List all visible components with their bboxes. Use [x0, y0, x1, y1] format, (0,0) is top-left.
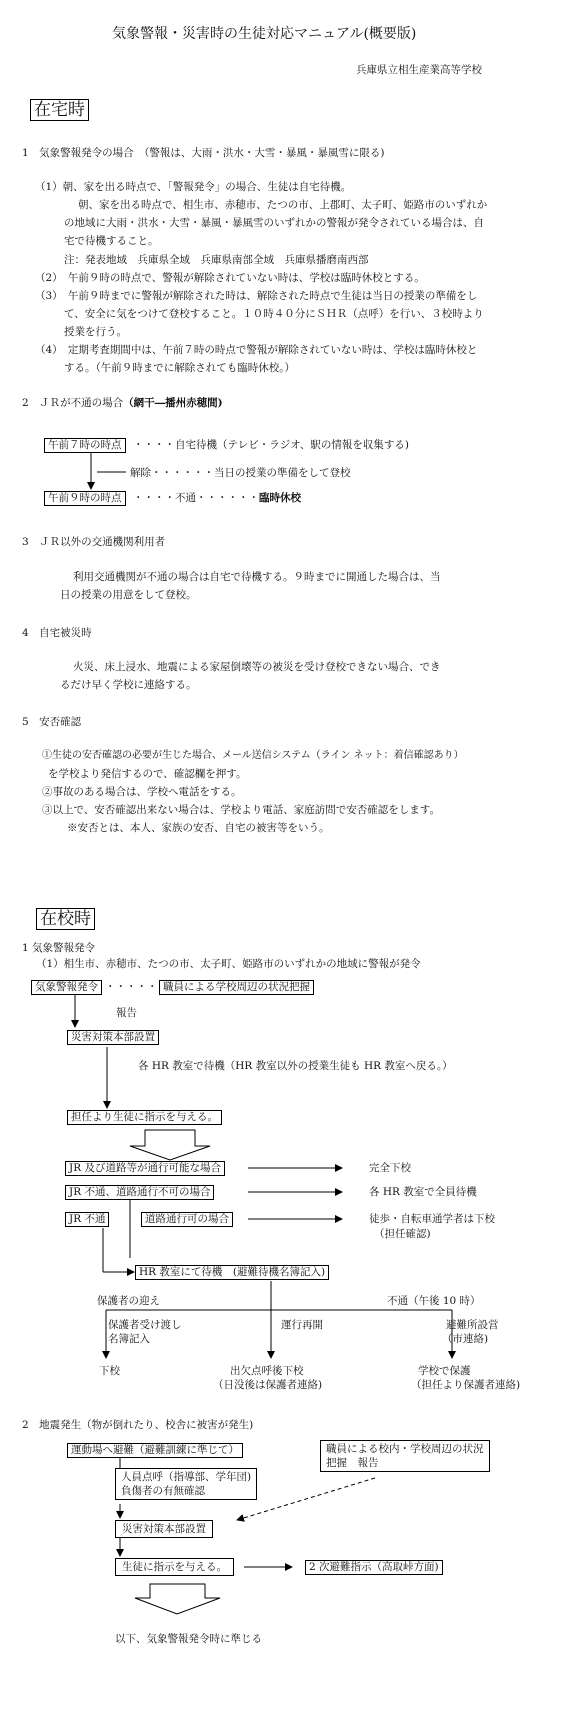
result-leave: 完全下校 [369, 1162, 411, 1174]
home-s5-title: 5 安否確認 [22, 716, 82, 728]
box-disaster-hq: 災害対策本部設置 [67, 1030, 159, 1045]
box-alarm: 気象警報発令 [31, 980, 102, 995]
box-staff-report [320, 1440, 490, 1472]
home-s2-row1: ・・・・自宅待機（テレビ・ラジオ、駅の情報を収集する) [133, 439, 409, 451]
box-staff-report-line: 把握 報告 [326, 1457, 379, 1469]
box-roll-call-line: 負傷者の有無確認 [121, 1485, 205, 1497]
shelter-note: （市連絡) [442, 1333, 489, 1345]
school-s2-footer: 以下、気象警報発令時に準じる [115, 1633, 262, 1645]
home-s1-item1-head: （1）朝、家を出る時点で、「警報発令」の場合、生徒は自宅待機。 [35, 181, 352, 193]
home-s1-item3-line: （3） 午前９時までに警報が解除された時は、解除された時点で生徒は当日の授業の準備をし [35, 290, 478, 302]
end-rollcall-note: （日没後は保護者連絡) [213, 1379, 323, 1391]
pickup-label: 保護者の迎え [97, 1295, 160, 1307]
box-disaster-hq-2: 災害対策本部設置 [115, 1520, 213, 1538]
dots: ・・・・・ [105, 981, 158, 993]
home-s5-line: ①生徒の安否確認の必要が生じた場合、メール送信システム（ライン ネット：着信確認あり） [42, 750, 464, 761]
home-s1-title: 1 気象警報発令の場合 （警報は、大雨・洪水・大雪・暴風・暴風雪に限る) [22, 147, 385, 159]
home-s1-item2: （2） 午前９時の時点で、警報が解除されていない時は、学校は臨時休校とする。 [35, 272, 425, 284]
roster-label: 名簿記入 [108, 1333, 150, 1345]
result-walk-bike-note: （担任確認) [374, 1228, 431, 1240]
home-s1-item1-line: の地域に大雨・洪水・大雪・暴風・暴風雪のいずれかの警報が発令されている場合は、自 [64, 217, 484, 229]
box-9am: 午前９時の時点 [44, 491, 126, 506]
end-leave: 下校 [99, 1365, 120, 1377]
box-case-closed: JR 不通、道路通行不可の場合 [65, 1185, 214, 1200]
home-s1-item1-note: 注：発表地域 兵庫県全域 兵庫県南部全域 兵庫県播磨南西部 [64, 254, 369, 266]
box-case-road-open: 道路通行可の場合 [141, 1212, 233, 1227]
home-s3-line: 利用交通機関が不通の場合は自宅で待機する。９時までに開通した場合は、当 [73, 571, 441, 583]
box-teacher-instruct: 担任より生徒に指示を与える。 [67, 1110, 222, 1125]
shelter-label: 避難所設営 [446, 1319, 499, 1331]
box-roll-call-line: 人員点呼（指導部、学年団) [121, 1471, 252, 1483]
box-case-jr-closed: JR 不通 [65, 1212, 109, 1227]
home-s4-title: 4 自宅被災時 [22, 627, 92, 639]
school-s1-sub: （1）相生市、赤穂市、たつの市、太子町、姫路市のいずれかの地域に警報が発令 [36, 958, 421, 970]
box-give-instruct: 生徒に指示を与える。 [115, 1558, 234, 1576]
box-case-open: JR 及び道路等が通行可能な場合 [65, 1161, 225, 1176]
box-staff-check: 職員による学校周辺の状況把握 [159, 980, 314, 995]
home-s1-item3-line: て、安全に気をつけて登校すること。１０時４０分にＳＨＲ（点呼）を行い、３校時より [64, 308, 484, 320]
home-s5-line: ②事故のある場合は、学校へ電話をする。 [42, 786, 242, 798]
resume-label: 運行再開 [281, 1319, 323, 1331]
box-hr-wait: HR 教室にて待機 (避難待機名簿記入) [135, 1265, 329, 1280]
result-wait: 各 HR 教室で全員待機 [369, 1186, 477, 1198]
box-second-evac: 2 次避難指示（高取峠方面) [305, 1560, 443, 1575]
school-s2-title: 2 地震発生（物が倒れたり、校舎に被害が発生) [22, 1419, 254, 1431]
result-walk-bike: 徒歩・自転車通学者は下校 [369, 1213, 495, 1225]
box-roll-call [115, 1468, 257, 1500]
section-heading-home: 在宅時 [30, 99, 89, 121]
home-s3-line: 日の授業の用意をして登校。 [60, 589, 197, 601]
home-s4-line: るだけ早く学校に連絡する。 [60, 679, 197, 691]
home-s1-item4-line: する。（午前９時までに解除されても臨時休校。） [64, 362, 295, 374]
home-s1-item3-line: 授業を行う。 [64, 326, 127, 338]
end-protect: 学校で保護 [418, 1365, 471, 1377]
home-s1-item1-line: 朝、家を出る時点で、相生市、赤穂市、たつの市、上郡町、太子町、姫路市のいずれか [78, 199, 488, 211]
section-heading-school: 在校時 [36, 908, 95, 930]
home-s3-title: 3 ＪＲ以外の交通機関利用者 [22, 536, 166, 548]
school-name: 兵庫県立相生産業高等学校 [356, 64, 482, 76]
home-s1-item4-line: （4） 定期考査期間中は、午前７時の時点で警報が解除されていない時は、学校は臨時休校と [35, 344, 478, 356]
report-label: 報告 [116, 1007, 137, 1019]
box-evacuate-ground: 運動場へ避難（避難訓練に準じて） [67, 1443, 243, 1458]
home-s2-row2: 解除・・・・・・当日の授業の準備をして登校 [130, 467, 351, 479]
home-s5-line: ※安否とは、本人、家族の安否、自宅の被害等をいう。 [67, 822, 330, 834]
closure-label: 臨時休校 [259, 492, 301, 504]
notpass-label: 不通（午後 10 時） [387, 1295, 481, 1307]
document-title: 気象警報・災害時の生徒対応マニュアル(概要版) [112, 26, 417, 42]
home-s2-title-text: 2 ＪＲが不通の場合 [22, 397, 124, 409]
home-s2-row3-text: ・・・・不通・・・・・・ [133, 492, 259, 504]
handover-label: 保護者受け渡し [108, 1319, 182, 1331]
box-staff-report-line: 職員による校内・学校周辺の状況 [326, 1443, 484, 1455]
home-s1-item1-line: 宅で待機すること。 [64, 235, 159, 247]
end-protect-note: （担任より保護者連絡) [411, 1379, 521, 1391]
hq-note: 各 HR 教室で待機（HR 教室以外の授業生徒も HR 教室へ戻る。） [138, 1060, 453, 1072]
box-7am: 午前７時の時点 [44, 438, 126, 453]
end-rollcall: 出欠点呼後下校 [230, 1365, 304, 1377]
home-s5-line: を学校より発信するので、確認欄を押す。 [48, 768, 247, 780]
home-s4-line: 火災、床上浸水、地震による家屋倒壊等の被災を受け登校できない場合、でき [73, 661, 441, 673]
home-s2-title-bold: （網干―播州赤穂間) [123, 397, 223, 409]
home-s5-line: ③以上で、安否確認出来ない場合は、学校より電話、家庭訪問で安否確認をします。 [42, 804, 440, 816]
school-s1-title: 1 気象警報発令 [22, 942, 96, 954]
